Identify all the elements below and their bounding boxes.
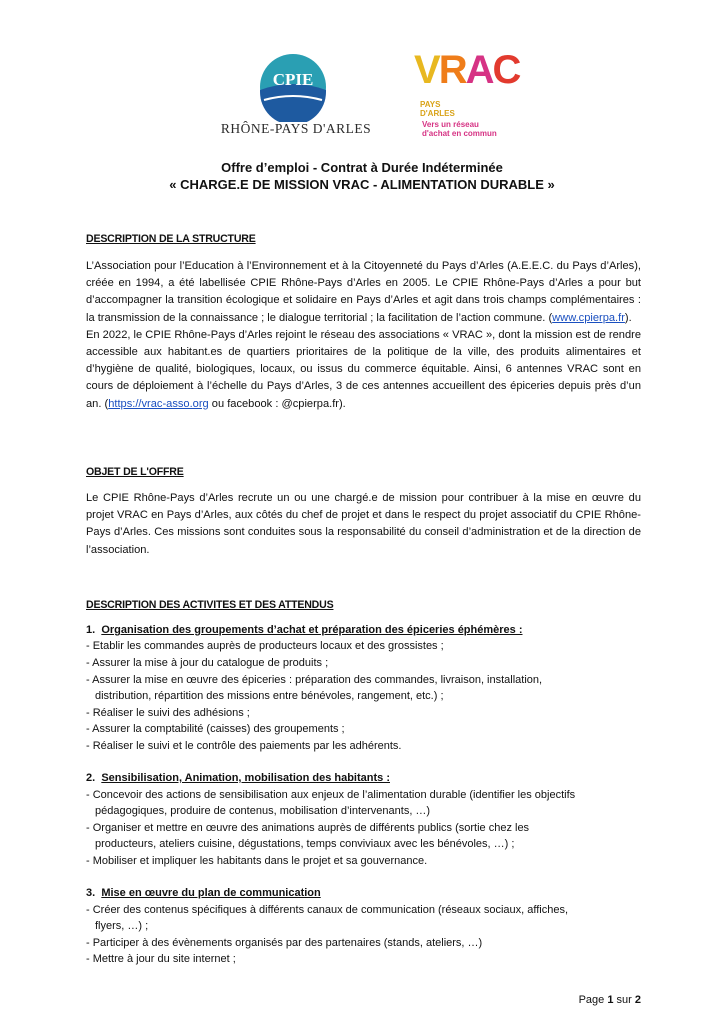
list-item: - Assurer la mise en œuvre des épiceries : préparation des commandes, livraison, installation, <box>86 674 543 686</box>
cpie-emblem-icon <box>258 52 328 122</box>
section-1-title: 1. Organisation des groupements d’achat et préparation des épiceries éphémères : <box>86 624 523 636</box>
list-item: - Réaliser le suivi et le contrôle des paiements par les adhérents. <box>86 740 402 752</box>
list-item: - Etablir les commandes auprès de producteurs locaux et des grossistes ; <box>86 640 444 652</box>
cpie-name: RHÔNE-PAYS D'ARLES <box>220 121 372 136</box>
list-item: - Réaliser le suivi des adhésions ; <box>86 707 250 719</box>
list-item: - Mettre à jour du site internet ; <box>86 953 236 965</box>
section-3-title: 3. Mise en œuvre du plan de communication <box>86 887 321 899</box>
vrac-logo <box>414 50 524 140</box>
vrac-tagline: Vers un réseau d'achat en commun <box>422 120 497 138</box>
vrac-letter: V <box>414 48 439 92</box>
list-item: - Organiser et mettre en œuvre des animations auprès de différents publics (sortie chez les <box>86 822 530 834</box>
list-item: - Participer à des évènements organisés par des partenaires (stands, ateliers, …) <box>86 937 483 949</box>
list-item: - Créer des contenus spécifiques à différents canaux de communication (réseaux sociaux, affiches, <box>86 904 569 916</box>
title-line-1: Offre d’emploi - Contrat à Durée Indéterminée <box>221 160 503 175</box>
vrac-letter: C <box>492 48 520 92</box>
list-item-continued: flyers, …) ; <box>95 920 149 932</box>
vrac-letter: R <box>438 48 466 92</box>
list-item: - Assurer la comptabilité (caisses) des groupements ; <box>86 723 345 735</box>
offre-paragraph: Le CPIE Rhône-Pays d’Arles recrute un ou une chargé.e de mission pour contribuer à la mise en œuvre du projet VRAC en Pays d’Arles, aux côtés du chef de projet et dans le respect du projet associatif du CPIE Rhône-Pays d’Arles. Ces missions sont conduites sous la responsabilité du conseil d’administration et de la direction de l’association. <box>86 492 641 556</box>
list-item: - Assurer la mise à jour du catalogue de produits ; <box>86 657 329 669</box>
title-line-2: « CHARGE.E DE MISSION VRAC - ALIMENTATION DURABLE » <box>169 177 555 192</box>
cpierpa-link[interactable]: www.cpierpa.fr <box>552 311 625 324</box>
heading-structure: DESCRIPTION DE LA STRUCTURE <box>86 233 256 245</box>
list-item: - Mobiliser et impliquer les habitants dans le projet et sa gouvernance. <box>86 855 428 867</box>
vrac-letter: A <box>465 48 493 92</box>
cpie-letters: CPIE <box>272 70 314 89</box>
cpie-logo <box>200 52 392 142</box>
vrac-wordmark <box>414 48 519 92</box>
structure-paragraph: L’Association pour l’Education à l’Environnement et à la Citoyenneté du Pays d’Arles (A.E.E.C. du Pays d’Arles), créée en 1994, a été labellisée CPIE Rhône-Pays d’Arles en 2005. Le CPIE Rhône-Pays d’Arles a pour but d’accompagner la transition écologique et solidaire en Pays d’Arles et agit dans trois champs complémentaires : la transmission de la connaissance ; le dialogue territorial ; la facilitation de l’action commune. (www.cpierpa.fr). En 2022, le CPIE Rhône-Pays d’Arles rejoint le réseau des associations « VRAC », dont la mission est de rendre accessible aux habitant.es de quartiers prioritaires de la politique de la ville, des produits alimentaires et d’hygiène de qualité, biologiques, locaux, ou issus du commerce équitable. Ainsi, 6 antennes VRAC sont en cours de déploiement à l’échelle du Pays d’Arles, 3 de ces antennes accueillent des épiceries depuis près d’un an. (https://vrac-asso.org ou facebook : @cpierpa.fr). <box>86 260 641 410</box>
list-item-continued: distribution, répartition des missions entre bénévoles, rangement, etc.) ; <box>95 690 444 702</box>
heading-offre: OBJET DE L'OFFRE <box>86 466 184 478</box>
vrac-pays-label: PAYS D'ARLES <box>420 100 455 118</box>
page-number: Page 1 sur 2 <box>578 994 641 1006</box>
list-item-continued: pédagogiques, produire de contenus, mobilisation d’intervenants, …) <box>95 805 431 817</box>
section-2-title: 2. Sensibilisation, Animation, mobilisation des habitants : <box>86 772 390 784</box>
heading-activites: DESCRIPTION DES ACTIVITES ET DES ATTENDUS <box>86 599 334 611</box>
list-item: - Concevoir des actions de sensibilisation aux enjeux de l’alimentation durable (identifier les objectifs <box>86 789 576 801</box>
list-item-continued: producteurs, ateliers cuisine, dégustations, temps conviviaux avec les bénévoles, …) ; <box>95 838 515 850</box>
vrac-asso-link[interactable]: https://vrac-asso.org <box>108 397 209 410</box>
